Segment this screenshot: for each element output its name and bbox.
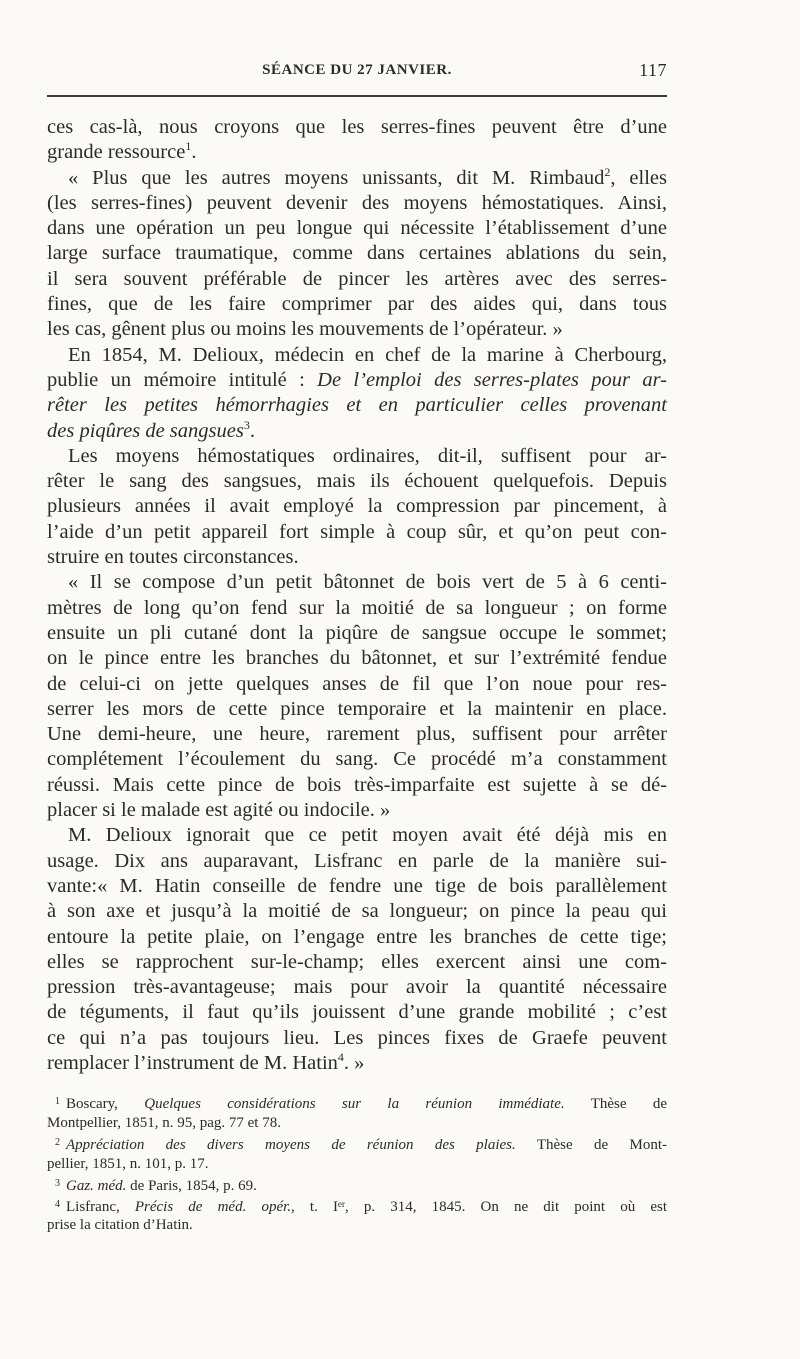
line-text: réussi. Mais cette pince de bois très-imparfaite est sujette à se dé- bbox=[47, 773, 667, 796]
text-line bbox=[47, 874, 667, 899]
line-text: large surface traumatique, comme dans certaines ablations du sein, bbox=[47, 242, 667, 265]
line-text: on le pince entre les branches du bâtonnet, et sur l’extrémité fendue bbox=[47, 647, 667, 670]
line-text: elles se rapprochent sur-le-champ; elles exercent ainsi une com- bbox=[47, 950, 667, 973]
line-text: Les moyens hémostatiques ordinaires, dit-il, suffisent pour ar- bbox=[68, 444, 667, 467]
line-text: serrer les mors de cette pince temporaire et la maintenir en place. bbox=[47, 697, 667, 720]
footnote-line bbox=[47, 1113, 667, 1134]
text-line bbox=[47, 722, 667, 747]
line-text: « Plus que les autres moyens unissants, dit M. Rimbaud bbox=[68, 166, 605, 189]
line-tail: , elles bbox=[610, 166, 667, 189]
line-tail: Thèse de Mont- bbox=[515, 1137, 667, 1153]
text-line bbox=[47, 849, 667, 874]
text-line bbox=[47, 621, 667, 646]
footnote-ref: 1 bbox=[185, 139, 192, 154]
line-text: vante:« M. Hatin conseille de fendre une tige de bois parallèlement bbox=[47, 874, 667, 897]
text-line bbox=[47, 267, 667, 292]
text-line bbox=[47, 317, 667, 342]
line-text: prise la citation d’Hatin. bbox=[47, 1217, 193, 1233]
line-text: complétement l’écoulement du sang. Ce procédé m’a constamment bbox=[47, 748, 667, 771]
footnotes bbox=[47, 1092, 667, 1236]
line-text: Boscary, bbox=[66, 1096, 145, 1112]
line-tail: de Paris, 1854, p. 69. bbox=[126, 1178, 257, 1194]
line-text: plusieurs années il avait employé la compression par pincement, à bbox=[47, 495, 667, 518]
footnote-line bbox=[47, 1092, 667, 1113]
footnote-line bbox=[47, 1215, 667, 1236]
text-line bbox=[47, 444, 667, 469]
footnote-line bbox=[47, 1133, 667, 1154]
line-text: l’aide d’un petit appareil fort simple à coup sûr, et qu’on peut con- bbox=[47, 520, 667, 543]
footnote-ref: 3 bbox=[243, 417, 250, 432]
italic-text: De l’emploi des serres-plates pour ar- bbox=[317, 368, 667, 391]
text-line bbox=[47, 393, 667, 418]
footnote-mark: 3 bbox=[55, 1178, 60, 1189]
italic-text: Quelques considérations sur la réunion immédiate. bbox=[144, 1096, 565, 1112]
text-line bbox=[47, 596, 667, 621]
footnote-mark: 4 bbox=[55, 1198, 60, 1210]
line-text: Montpellier, 1851, n. 95, pag. 77 et 78. bbox=[47, 1114, 281, 1131]
italic-text: des piqûres de sangsues bbox=[47, 419, 244, 442]
line-text: ce qui n’a pas toujours lieu. Les pinces fixes de Graefe peuvent bbox=[47, 1026, 667, 1049]
line-text: mètres de long qu’on fend sur la moitié de sa longueur ; on forme bbox=[47, 596, 667, 619]
text-line bbox=[47, 368, 667, 393]
line-text: publie un mémoire intitulé : bbox=[47, 368, 318, 391]
body-text bbox=[47, 115, 667, 1076]
line-tail: . bbox=[249, 419, 255, 442]
italic-text: Appréciation des divers moyens de réunion des plaies. bbox=[66, 1137, 516, 1153]
line-text: de celui-ci on jette quelques anses de fil que l’on noue pour res- bbox=[47, 672, 667, 695]
text-line bbox=[47, 494, 667, 519]
text-line bbox=[47, 823, 667, 848]
text-line bbox=[47, 899, 667, 924]
text-line bbox=[47, 773, 667, 798]
footnote-mark: 2 bbox=[55, 1137, 60, 1148]
line-text: entoure la petite plaie, on l’engage entre les branches de cette tige; bbox=[47, 925, 667, 948]
line-tail: . bbox=[191, 141, 197, 164]
text-line bbox=[47, 469, 667, 494]
line-text: grande ressource bbox=[47, 141, 186, 164]
line-text: fines, que de les faire comprimer par des aides qui, dans tous bbox=[47, 293, 667, 316]
line-text: rêter le sang des sangsues, mais ils échouent quelquefois. Depuis bbox=[47, 470, 667, 493]
text-line bbox=[47, 925, 667, 950]
text-line bbox=[47, 1051, 667, 1076]
italic-text: Précis de méd. opér. bbox=[134, 1198, 292, 1215]
text-line bbox=[47, 419, 667, 444]
text-line bbox=[47, 672, 667, 697]
text-line bbox=[47, 140, 667, 165]
page-number: 117 bbox=[639, 60, 667, 80]
line-text: placer si le malade est agité ou indocile. » bbox=[47, 799, 391, 822]
line-text: ces cas-là, nous croyons que les serres-fines peuvent être d’une bbox=[47, 116, 667, 138]
line-text: pellier, 1851, n. 101, p. 17. bbox=[47, 1155, 209, 1172]
text-line bbox=[47, 975, 667, 1000]
line-tail: Thèse de bbox=[564, 1096, 667, 1112]
line-text: Lisfranc, bbox=[66, 1198, 135, 1215]
italic-text: Gaz. méd. bbox=[66, 1178, 127, 1194]
line-text: dans une opération un peu longue qui nécessite l’établissement d’une bbox=[47, 217, 667, 240]
running-title: SÉANCE DU 27 JANVIER. bbox=[262, 62, 452, 78]
line-tail: , t. Iᵉʳ, p. 314, 1845. On ne dit point où est bbox=[291, 1198, 668, 1215]
footnote-line bbox=[47, 1174, 667, 1195]
line-text: ensuite un pli cutané dont la piqûre de sangsue occupe le sommet; bbox=[47, 621, 667, 644]
text-line bbox=[47, 950, 667, 975]
footnote-line bbox=[47, 1195, 667, 1216]
line-text: usage. Dix ans auparavant, Lisfranc en parle de la manière sui- bbox=[47, 849, 667, 872]
text-line bbox=[47, 216, 667, 241]
line-text: à son axe et jusqu’à la moitié de sa longueur; on pince la peau qui bbox=[47, 900, 667, 923]
line-text: de téguments, il faut qu’ils jouissent d’une grande mobilité ; c’est bbox=[47, 1001, 667, 1024]
footnote-line bbox=[47, 1154, 667, 1175]
line-text: M. Delioux ignorait que ce petit moyen avait été déjà mis en bbox=[68, 824, 667, 847]
line-text: Une demi-heure, une heure, rarement plus, suffisent pour arrêter bbox=[47, 723, 667, 746]
running-head bbox=[47, 60, 667, 86]
header-rule bbox=[47, 95, 667, 97]
text-line bbox=[47, 570, 667, 595]
text-line bbox=[47, 343, 667, 368]
text-line bbox=[47, 697, 667, 722]
italic-text: rêter les petites hémorrhagies et en particulier celles provenant bbox=[47, 394, 667, 417]
text-line bbox=[47, 798, 667, 823]
text-line bbox=[47, 191, 667, 216]
line-text: pression très-avantageuse; mais pour avoir la quantité nécessaire bbox=[47, 976, 667, 999]
line-text: remplacer l’instrument de M. Hatin bbox=[47, 1051, 338, 1074]
text-line bbox=[47, 646, 667, 671]
line-text: « Il se compose d’un petit bâtonnet de bois vert de 5 à 6 centi- bbox=[68, 571, 667, 594]
text-line bbox=[47, 1000, 667, 1025]
text-line bbox=[47, 292, 667, 317]
line-text: En 1854, M. Delioux, médecin en chef de la marine à Cherbourg, bbox=[68, 343, 667, 366]
line-tail: . » bbox=[343, 1051, 365, 1074]
footnote-ref: 4 bbox=[337, 1050, 344, 1065]
footnote-mark: 1 bbox=[55, 1096, 60, 1107]
text-line bbox=[47, 241, 667, 266]
text-line bbox=[47, 747, 667, 772]
text-line bbox=[47, 1026, 667, 1051]
line-text: il sera souvent préférable de pincer les artères avec des serres- bbox=[47, 267, 667, 290]
text-line bbox=[47, 166, 667, 191]
text-line bbox=[47, 545, 667, 570]
footnote-ref: 2 bbox=[604, 164, 611, 179]
line-text: les cas, gênent plus ou moins les mouvements de l’opérateur. » bbox=[47, 318, 563, 341]
line-text: struire en toutes circonstances. bbox=[47, 546, 299, 569]
text-line bbox=[47, 520, 667, 545]
line-text: (les serres-fines) peuvent devenir des moyens hémostatiques. Ainsi, bbox=[47, 191, 667, 214]
text-line bbox=[47, 115, 667, 140]
